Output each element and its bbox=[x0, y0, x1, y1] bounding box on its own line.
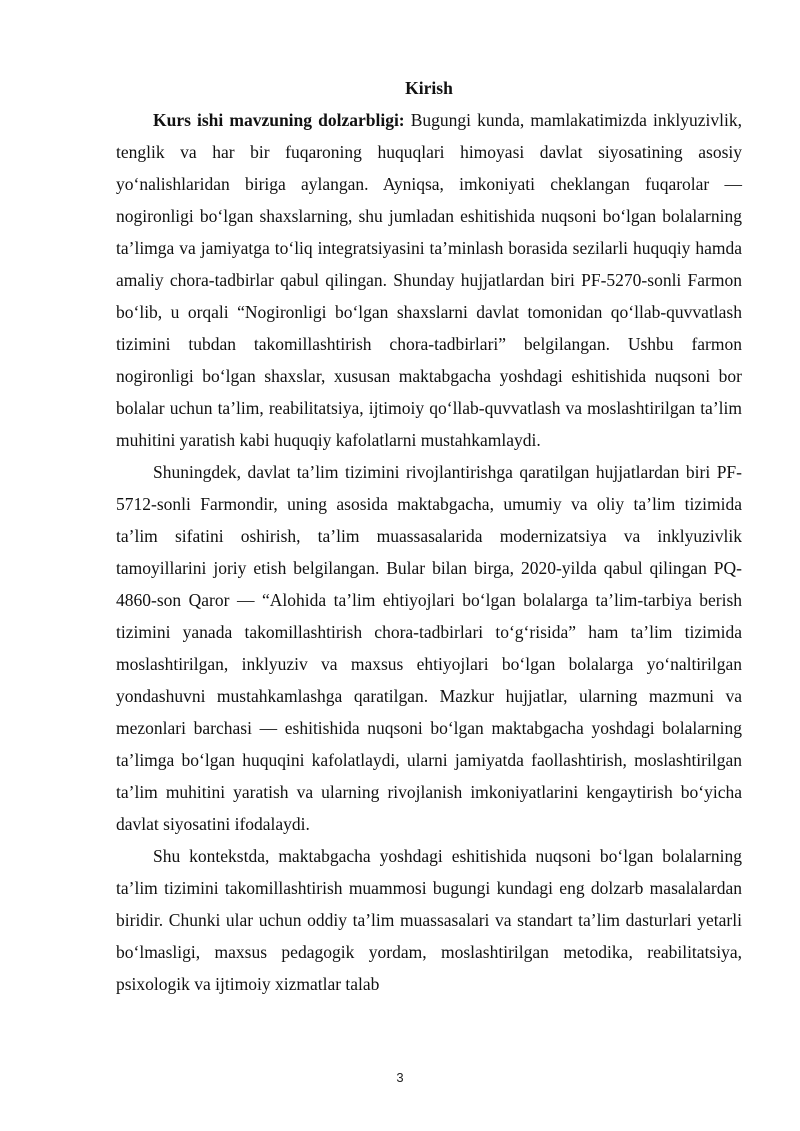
page-number: 3 bbox=[396, 1070, 404, 1085]
paragraph-text: Shuningdek, davlat ta’lim tizimini rivojlantirishga qaratilgan hujjatlardan biri PF-5712-sonli Farmondir, uning asosida maktabgacha, umumiy va oliy ta’lim tizimida ta’lim sifatini oshirish, ta’lim muassasalarida modernizatsiya va inklyuzivlik tamoyillarini joriy etish belgilangan. Bular bilan birga, 2020-yilda qabul qilingan PQ-4860-son Qaror — “Alohida ta’lim ehtiyojlari bo‘lgan bolalarga ta’lim-tarbiya berish tizimini yanada takomillashtirish chora-tadbirlari to‘g‘risida” ham ta’lim tizimida moslashtirilgan, inklyuziv va maxsus ehtiyojlari bo‘lgan bolalarga yo‘naltirilgan yondashuvni mustahkamlashga qaratilgan. Mazkur hujjatlar, ularning mazmuni va mezonlari barchasi — eshitishida nuqsoni bo‘lgan maktabgacha yoshdagi bolalarning ta’limga bo‘lgan huquqini kafolatlaydi, ularni jamiyatda faollashtirish, moslashtirilgan ta’lim muhitini yaratish va ularning rivojlanish imkoniyatlarini kengaytirish bo‘yicha davlat siyosatini ifodalaydi. bbox=[116, 462, 742, 834]
paragraph-text: Shu kontekstda, maktabgacha yoshdagi eshitishida nuqsoni bo‘lgan bolalarning ta’lim tizimini takomillashtirish muammosi bugungi kundagi eng dolzarb masalalardan biridir. Chunki ular uchun oddiy ta’lim muassasalari va standart ta’lim dasturlari yetarli bo‘lmasligi, maxsus pedagogik yordam, moslashtirilgan metodika, reabilitatsiya, psixologik va ijtimoiy xizmatlar talab bbox=[116, 846, 742, 994]
paragraph-relevance bbox=[116, 104, 742, 456]
paragraph-lead: Kurs ishi mavzuning dolzarbligi: bbox=[153, 110, 405, 130]
paragraph-decrees bbox=[116, 456, 742, 840]
section-title: Kirish bbox=[405, 78, 453, 98]
document-page bbox=[116, 72, 742, 1000]
paragraph-text: Bugungi kunda, mamlakatimizda inklyuzivlik, tenglik va har bir fuqaroning huquqlari himoyasi davlat siyosatining asosiy yo‘nalishlaridan biriga aylangan. Ayniqsa, imkoniyati cheklangan fuqarolar — nogironligi bo‘lgan shaxslarning, shu jumladan eshitishida nuqsoni bo‘lgan bolalarning ta’limga va jamiyatga to‘liq integratsiyasini ta’minlash borasida sezilarli huquqiy hamda amaliy chora-tadbirlar qabul qilingan. Shunday hujjatlardan biri PF-5270-sonli Farmon bo‘lib, u orqali “Nogironligi bo‘lgan shaxslarni davlat tomonidan qo‘llab-quvvatlash tizimini tubdan takomillashtirish chora-tadbirlari” belgilangan. Ushbu farmon nogironligi bo‘lgan shaxslar, xususan maktabgacha yoshdagi eshitishida nuqsoni bor bolalar uchun ta’lim, reabilitatsiya, ijtimoiy qo‘llab-quvvatlash va moslashtirilgan ta’lim muhitini yaratish kabi huquqiy kafolatlarni mustahkamlaydi. bbox=[116, 110, 742, 450]
paragraph-context bbox=[116, 840, 742, 1000]
